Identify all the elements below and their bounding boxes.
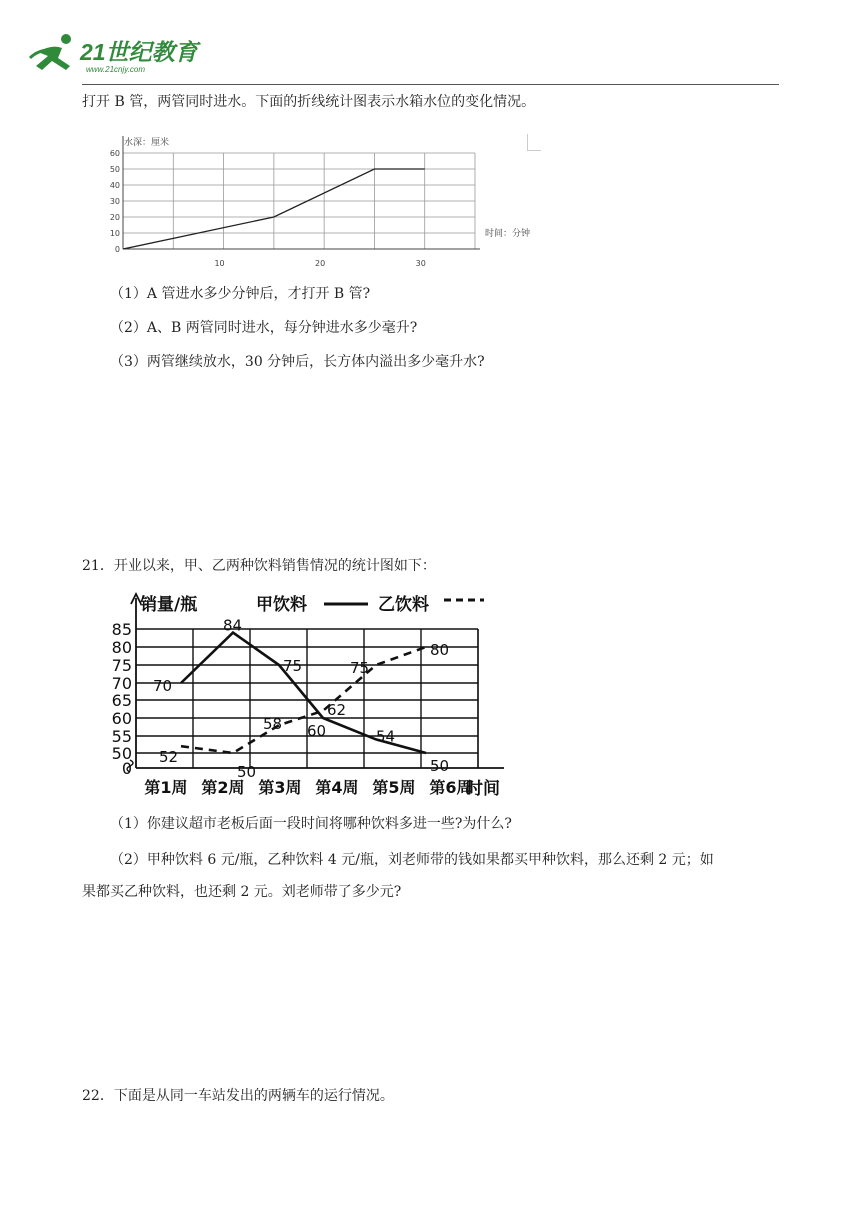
q21-sub2-line1: （2）甲种饮料 6 元/瓶，乙种饮料 4 元/瓶，刘老师带的钱如果都买甲种饮料，那么还剩 2 元；如	[110, 852, 714, 868]
data-label: 60	[307, 722, 327, 740]
x-axis-label: 时间	[466, 779, 500, 799]
y-tick-label: 55	[111, 727, 132, 746]
y-tick-label: 85	[111, 620, 132, 639]
y-tick-label: 60	[111, 709, 132, 728]
crop-mark	[527, 134, 541, 151]
y-tick-label: 50	[111, 744, 132, 763]
x-tick-label: 第2周	[201, 778, 245, 797]
data-label: 50	[237, 763, 257, 781]
y-axis-label: 水深：厘米	[124, 138, 170, 148]
data-label: 80	[430, 641, 450, 659]
data-label: 54	[376, 727, 396, 746]
y-tick-label: 0	[121, 759, 132, 778]
running-figure-icon	[28, 30, 84, 76]
q20-sub1: （1）A 管进水多少分钟后，才打开 B 管?	[110, 286, 371, 302]
y-tick-labels	[110, 149, 120, 254]
data-labels	[153, 617, 449, 781]
x-tick-label: 20	[315, 259, 326, 268]
q20-sub3: （3）两管继续放水，30 分钟后，长方体内溢出多少毫升水?	[110, 354, 485, 370]
x-axis-label: 时间：分钟	[485, 229, 531, 239]
q22-text: 22．下面是从同一车站发出的两辆车的运行情况。	[82, 1088, 394, 1104]
data-label: 52	[159, 748, 179, 767]
y-tick-labels	[112, 620, 132, 778]
legend-label-yi: 乙饮料	[378, 595, 429, 615]
y-tick-label: 40	[109, 181, 120, 190]
y-tick-label: 80	[111, 638, 132, 657]
y-tick-label: 0	[114, 245, 120, 254]
data-label: 75	[350, 659, 370, 677]
y-axis-label: 销量/瓶	[140, 595, 198, 615]
chart-grid	[123, 153, 475, 249]
x-tick-labels	[214, 259, 425, 268]
y-tick-label: 75	[111, 656, 132, 675]
logo-url: www.21cnjy.com	[86, 65, 145, 74]
x-tick-labels	[144, 778, 472, 797]
legend-label-jia: 甲饮料	[256, 595, 307, 615]
x-tick-label: 10	[214, 259, 225, 268]
intro-line: 打开 B 管，两管同时进水。下面的折线统计图表示水箱水位的变化情况。	[82, 94, 536, 110]
data-label: 75	[283, 657, 303, 675]
y-tick-label: 70	[111, 674, 132, 693]
data-label: 62	[327, 700, 347, 719]
x-tick-label: 第1周	[144, 778, 188, 797]
logo-text: 21世纪教育	[80, 39, 198, 65]
y-tick-label: 65	[111, 691, 132, 710]
data-label: 50	[430, 757, 450, 775]
y-tick-label: 60	[109, 149, 120, 158]
site-logo	[28, 30, 198, 80]
x-tick-label: 30	[415, 259, 426, 268]
q20-sub2: （2）A、B 两管同时进水，每分钟进水多少毫升?	[110, 320, 418, 336]
data-label: 84	[223, 616, 243, 635]
water-level-chart	[108, 128, 548, 276]
header-divider	[82, 84, 779, 85]
y-tick-label: 30	[109, 197, 120, 206]
y-tick-label: 20	[109, 213, 120, 222]
q21-text: 21．开业以来，甲、乙两种饮料销售情况的统计图如下：	[82, 558, 436, 574]
legend	[256, 594, 484, 615]
x-tick-label: 第6周	[429, 778, 473, 797]
x-tick-label: 第4周	[315, 778, 359, 797]
data-label: 70	[153, 677, 173, 695]
q21-sub2-line2: 果都买乙种饮料，也还剩 2 元。刘老师带了多少元?	[82, 884, 402, 900]
q21-sub1: （1）你建议超市老板后面一段时间将哪种饮料多进一些?为什么?	[110, 816, 512, 832]
x-tick-label: 第3周	[258, 778, 302, 797]
beverage-sales-chart	[106, 588, 510, 804]
y-tick-label: 50	[109, 165, 120, 174]
data-label: 58	[263, 715, 283, 734]
x-tick-label: 第5周	[372, 778, 416, 797]
y-tick-label: 10	[109, 229, 120, 238]
